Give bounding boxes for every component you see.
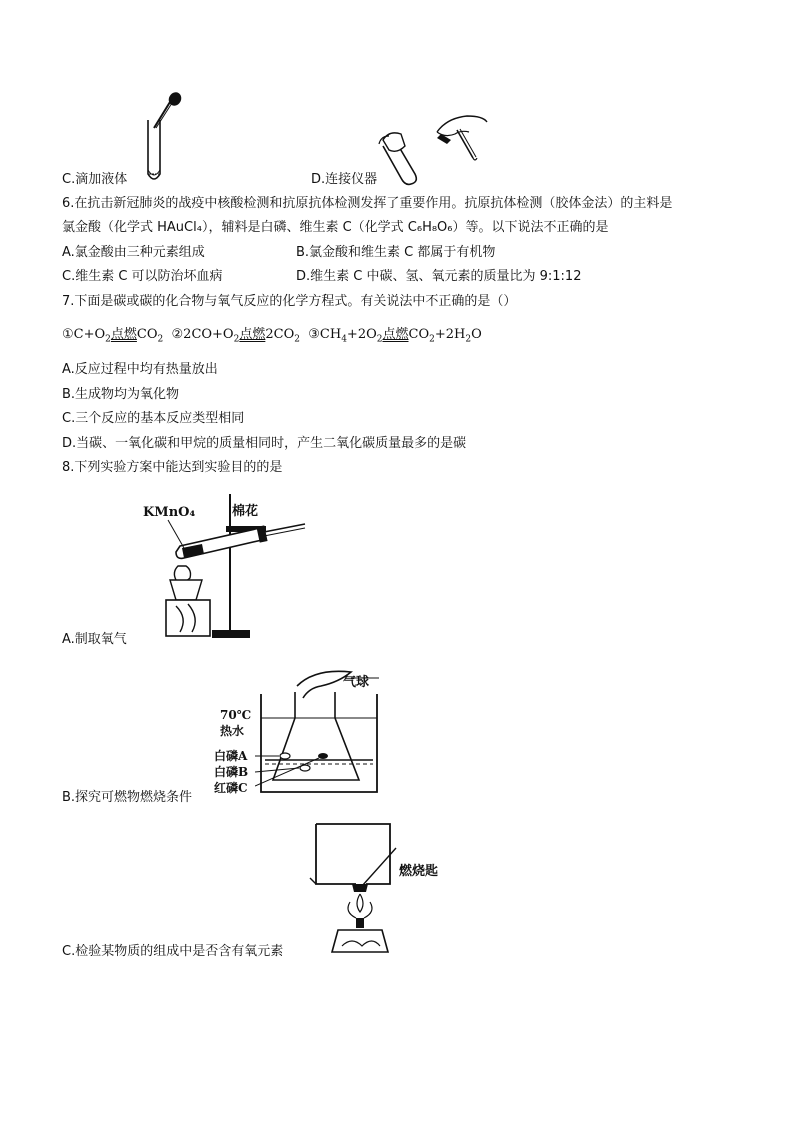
condition-3: 点燃 bbox=[382, 327, 409, 342]
q6-stem-line1: 6.在抗击新冠肺炎的战疫中核酸检测和抗原抗体检测发挥了重要作用。抗原抗体检测（胶体金法）的主料是 bbox=[62, 196, 673, 211]
fig-b-water-label: 热水 bbox=[220, 724, 245, 738]
fig-b-temp-label: 70℃ bbox=[220, 708, 252, 722]
condition-1: 点燃 bbox=[110, 327, 137, 342]
q6-option-c[interactable]: C.维生素 C 可以防治坏血病 bbox=[62, 269, 223, 284]
q7-option-a[interactable]: A.反应过程中均有热量放出 bbox=[62, 362, 218, 377]
oxygen-element-test-figure bbox=[308, 818, 418, 960]
fig-b-red-phosphorus-c-label: 红磷C bbox=[214, 781, 248, 795]
q7-stem: 7.下面是碳或碳的化合物与氧气反应的化学方程式。有关说法中不正确的是（） bbox=[62, 294, 517, 309]
q7-option-d[interactable]: D.当碳、一氧化碳和甲烷的质量相同时，产生二氧化碳质量最多的是碳 bbox=[62, 436, 467, 451]
combustion-conditions-figure bbox=[255, 664, 405, 804]
q6-option-d[interactable]: D.维生素 C 中碳、氢、氧元素的质量比为 9:1:12 bbox=[296, 269, 582, 284]
q7-equations: $①C+O_2$点燃$CO_2$ $②2CO+O_2$点燃$2CO_2$ $③CH_4+2O_2$点燃$CO_2+2H_2O$ bbox=[62, 327, 482, 345]
q7-option-b[interactable]: B.生成物均为氧化物 bbox=[62, 387, 180, 402]
q6-option-b[interactable]: B.氯金酸和维生素 C 都属于有机物 bbox=[296, 245, 496, 260]
q5-option-c[interactable]: C.滴加液体 bbox=[62, 172, 128, 187]
q8-option-c[interactable]: C.检验某物质的组成中是否含有氧元素 bbox=[62, 944, 284, 959]
q5-option-d[interactable]: D.连接仪器 bbox=[311, 172, 378, 187]
q6-option-a[interactable]: A.氯金酸由三种元素组成 bbox=[62, 245, 205, 260]
fig-a-cotton-label: 棉花 bbox=[232, 504, 259, 519]
fig-b-phosphorus-b-label: 白磷B bbox=[214, 765, 249, 779]
dropper-test-tube-figure bbox=[130, 88, 200, 188]
fig-b-balloon-label: 气球 bbox=[343, 675, 370, 690]
connect-apparatus-figure bbox=[375, 110, 495, 190]
fig-b-phosphorus-a-label: 白磷A bbox=[214, 749, 248, 763]
fig-c-spoon-label: 燃烧匙 bbox=[399, 864, 439, 879]
q8-option-b[interactable]: B.探究可燃物燃烧条件 bbox=[62, 790, 193, 805]
q8-stem: 8.下列实验方案中能达到实验目的的是 bbox=[62, 460, 283, 475]
q8-option-a[interactable]: A.制取氧气 bbox=[62, 632, 127, 647]
q7-option-c[interactable]: C.三个反应的基本反应类型相同 bbox=[62, 411, 245, 426]
condition-2: 点燃 bbox=[239, 327, 266, 342]
fig-a-kmno4-label: KMnO₄ bbox=[143, 505, 196, 520]
q6-stem-line2: 氯金酸（化学式 HAuCl₄），辅料是白磷、维生素 C（化学式 C₆H₈O₆）等。以下说法不正确的是 bbox=[62, 220, 609, 235]
